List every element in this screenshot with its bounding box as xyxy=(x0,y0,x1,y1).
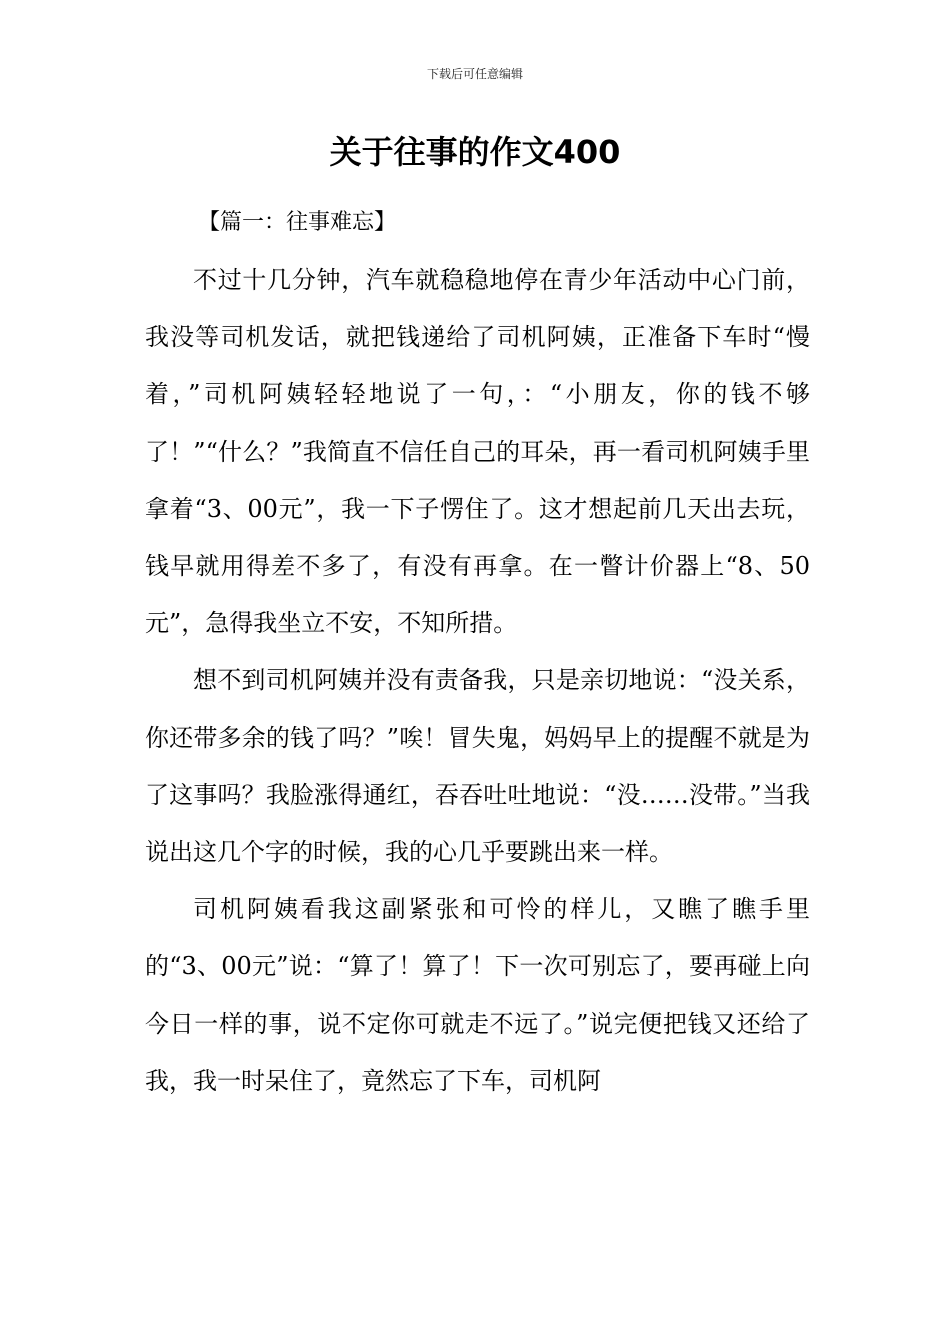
header-note: 下载后可任意编辑 xyxy=(426,67,523,81)
paragraph-2: 想不到司机阿姨并没有责备我，只是亲切地说：“没关系，你还带多余的钱了吗？”唉！冒失鬼，妈妈早上的提醒不就是为了这事吗？我脸涨得通红，吞吞吐吐地说：“没……没带。”当我说出这几个字的时候，我的心几乎要跳出来一样。 xyxy=(145,666,810,867)
paragraph-3: 司机阿姨看我这副紧张和可怜的样儿，又瞧了瞧手里的“3、00元”说：“算了！算了！下一次可别忘了，要再碰上向今日一样的事，说不定你可就走不远了。”说完便把钱又还给了我，我一时呆住了，竟然忘了下车，司机阿 xyxy=(145,895,810,1095)
section-heading: 【篇一：往事难忘】 xyxy=(198,210,397,235)
document-title: 关于往事的作文400 xyxy=(329,133,621,171)
essay-body xyxy=(145,252,810,1110)
paragraph-1: 不过十几分钟，汽车就稳稳地停在青少年活动中心门前，我没等司机发话，就把钱递给了司机阿姨，正准备下车时“慢着，”司机阿姨轻轻地说了一句，：“小朋友，你的钱不够了！”“什么？”我简直不信任自己的耳朵，再一看司机阿姨手里拿着“3、00元”，我一下子愣住了。这才想起前几天出去玩，钱早就用得差不多了，有没有再拿。在一瞥计价器上“8、50元”，急得我坐立不安，不知所措。 xyxy=(145,266,810,638)
